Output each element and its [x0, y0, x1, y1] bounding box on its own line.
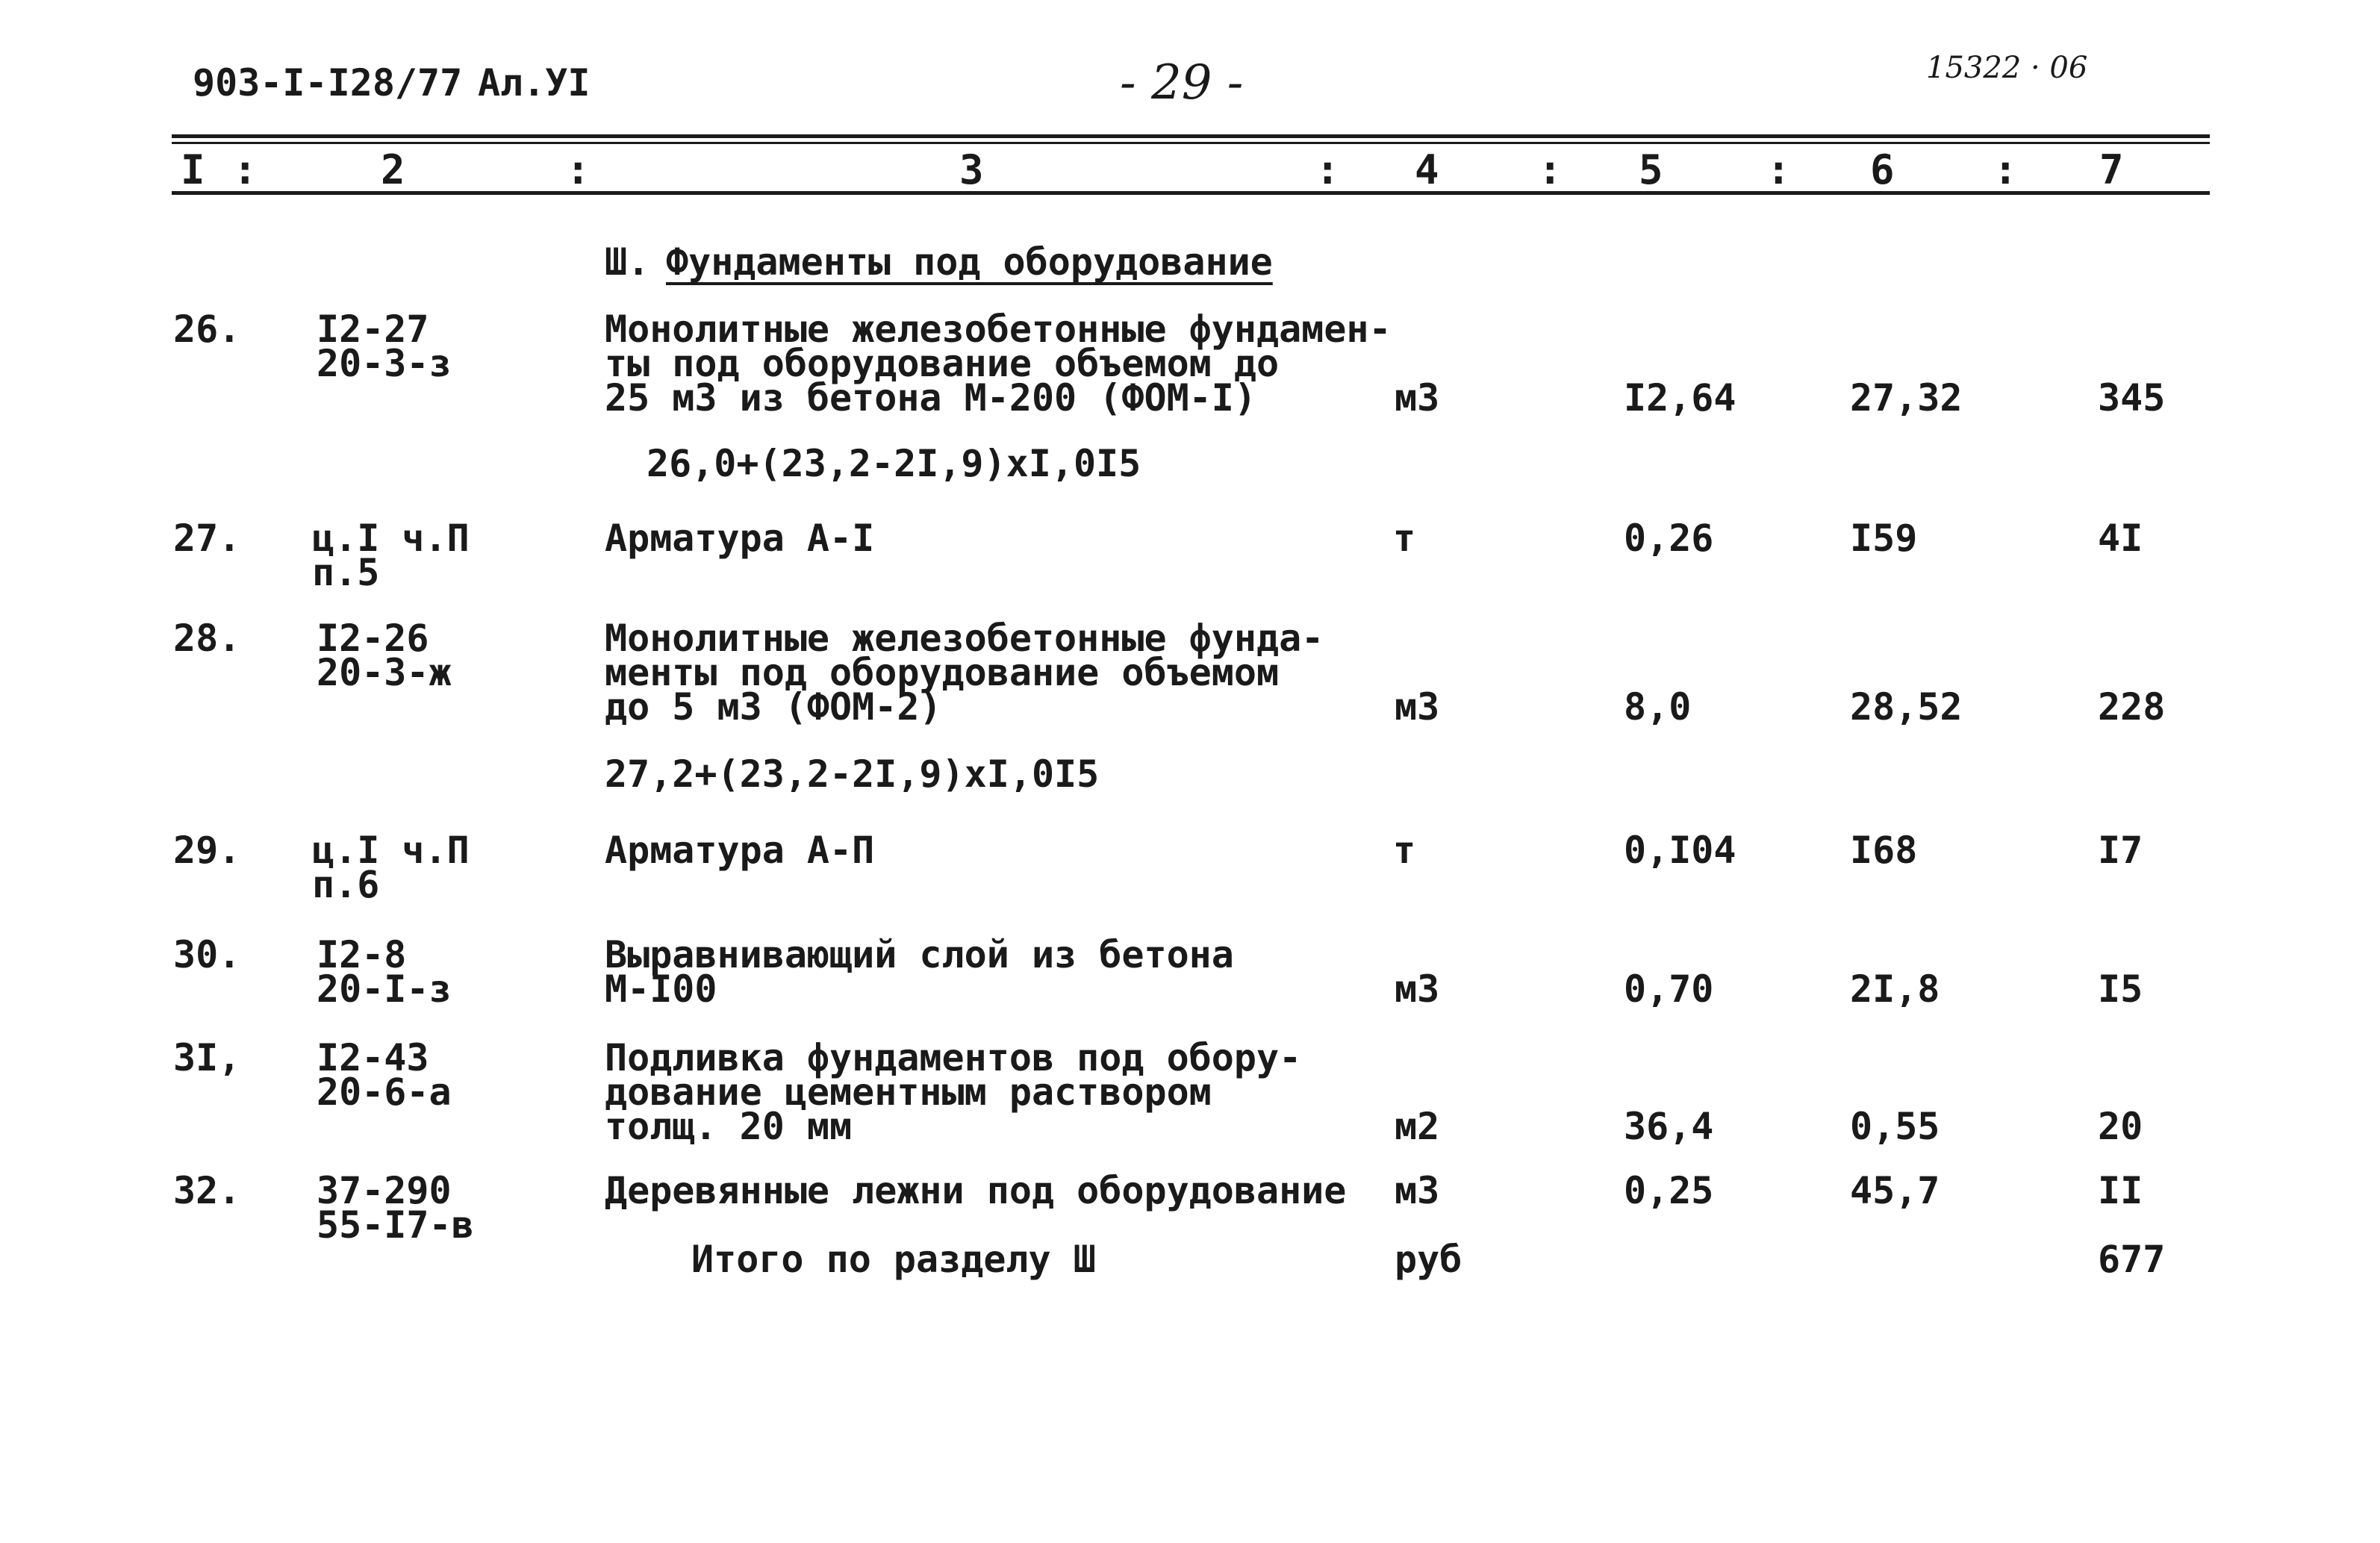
row-number: 30. [173, 933, 241, 976]
calculation-formula: 27,2+(23,2-2I,9)хI,0I5 [605, 752, 1100, 796]
column-number-1: I [181, 146, 205, 193]
column-number-4: 4 [1415, 146, 1439, 193]
quantity: 8,0 [1624, 685, 1692, 729]
quantity: I2,64 [1624, 376, 1736, 420]
unit: м2 [1395, 1105, 1440, 1148]
section-total-value: 677 [2098, 1238, 2166, 1281]
unit: т [1393, 829, 1416, 872]
calculation-formula: 26,0+(23,2-2I,9)хI,0I5 [647, 442, 1141, 485]
document-code: 903-I-I28/77 [193, 61, 463, 105]
total-cost: 228 [2098, 685, 2166, 729]
work-description: Деревянные лежни под оборудование [605, 1169, 1347, 1212]
unit: м3 [1395, 967, 1440, 1011]
rate-code: ц.I ч.П п.6 [312, 829, 470, 906]
unit: м3 [1395, 685, 1440, 729]
row-number: 29. [173, 829, 241, 872]
total-cost: II [2098, 1169, 2143, 1212]
quantity: 36,4 [1624, 1105, 1714, 1148]
unit-price: 27,32 [1850, 376, 1963, 420]
work-description: Арматура А-П [605, 829, 875, 872]
section-number: Ш. [605, 240, 650, 284]
work-description: Монолитные железобетонные фунда- менты под оборудование объемом до 5 м3 (ФОМ-2) [605, 617, 1324, 729]
work-description: Арматура А-I [605, 517, 875, 560]
unit-price: I59 [1850, 517, 1918, 560]
column-number-2: 2 [381, 146, 405, 193]
rate-code: 37-290 55-I7-в [317, 1169, 474, 1247]
unit-price: 45,7 [1850, 1169, 1940, 1212]
total-cost: 20 [2098, 1105, 2143, 1148]
column-separator: : [233, 146, 258, 193]
row-number: 3I, [173, 1036, 241, 1079]
column-number-6: 6 [1870, 146, 1895, 193]
total-cost: I7 [2098, 829, 2143, 872]
column-separator: : [1538, 146, 1563, 193]
column-separator: : [1315, 146, 1340, 193]
total-cost: 4I [2098, 517, 2143, 560]
rate-code: I2-26 20-3-ж [317, 617, 452, 694]
section-title: Фундаменты под оборудование [666, 240, 1273, 284]
column-separator: : [566, 146, 591, 193]
total-cost: 345 [2098, 376, 2166, 420]
inventory-number: 15322 · 06 [1926, 51, 2088, 85]
quantity: 0,26 [1624, 517, 1714, 560]
quantity: 0,70 [1624, 967, 1714, 1011]
unit: т [1393, 517, 1416, 560]
work-description: Монолитные железобетонные фундамен- ты под оборудование объемом до 25 м3 из бетона М-200 (ФОМ-I) [605, 308, 1392, 420]
unit: м3 [1395, 1169, 1440, 1212]
rate-code: ц.I ч.П п.5 [312, 517, 470, 594]
row-number: 26. [173, 308, 241, 351]
unit-price: I68 [1850, 829, 1918, 872]
unit: м3 [1395, 376, 1440, 420]
work-description: Подливка фундаментов под обору- дование цементным раствором толщ. 20 мм [605, 1036, 1302, 1148]
unit-price: 0,55 [1850, 1105, 1940, 1148]
rate-code: I2-8 20-I-з [317, 933, 452, 1011]
unit-price: 2I,8 [1850, 967, 1940, 1011]
section-total-label: Итого по разделу Ш [691, 1238, 1096, 1281]
column-number-3: 3 [959, 146, 984, 193]
rate-code: I2-27 20-3-з [317, 308, 452, 385]
column-number-7: 7 [2099, 146, 2124, 193]
quantity: 0,25 [1624, 1169, 1714, 1212]
page-number: - 29 - [1120, 55, 1244, 110]
album-label: Ал.УI [478, 61, 591, 105]
column-number-5: 5 [1639, 146, 1663, 193]
total-cost: I5 [2098, 967, 2143, 1011]
column-separator: : [1993, 146, 2018, 193]
work-description: Выравнивающий слой из бетона М-I00 [605, 933, 1234, 1011]
quantity: 0,I04 [1624, 829, 1736, 872]
row-number: 27. [173, 517, 241, 560]
unit-price: 28,52 [1850, 685, 1963, 729]
section-total-unit: руб [1395, 1238, 1462, 1281]
row-number: 32. [173, 1169, 241, 1212]
row-number: 28. [173, 617, 241, 660]
column-separator: : [1766, 146, 1791, 193]
rate-code: I2-43 20-6-а [317, 1036, 452, 1114]
